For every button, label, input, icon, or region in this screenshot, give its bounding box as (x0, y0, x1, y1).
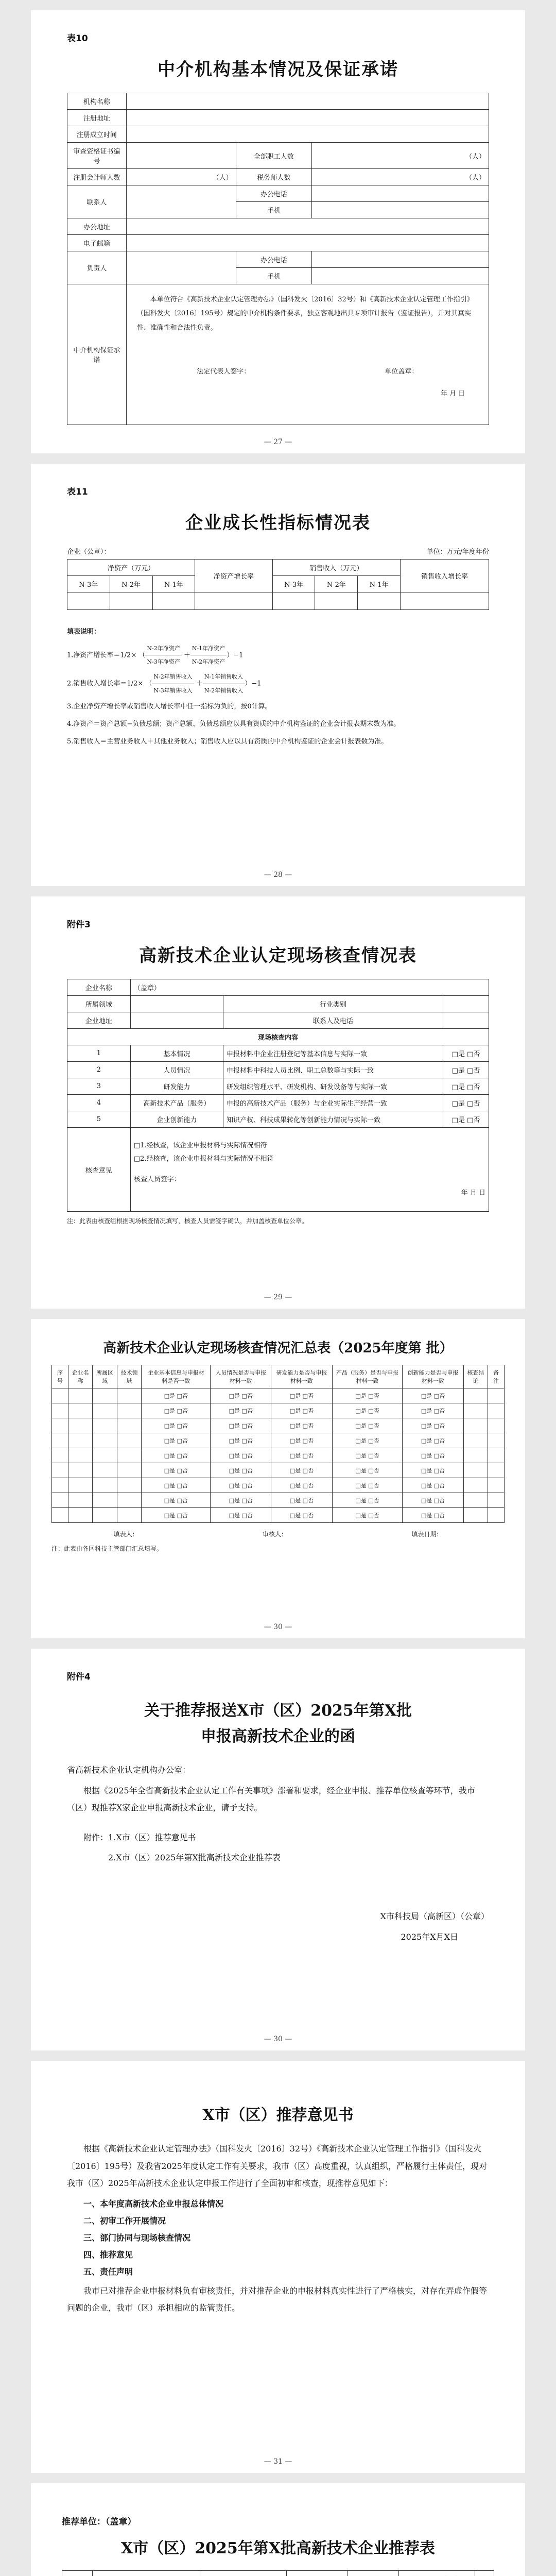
table-cell (93, 1403, 117, 1418)
annex-label: 表11 (67, 487, 88, 497)
table-cell: □是 □否 (271, 1508, 332, 1523)
table-cell (463, 1403, 488, 1418)
table-cell: □是 □否 (211, 1478, 271, 1493)
table-cell (93, 1433, 117, 1448)
table-row (52, 1448, 505, 1463)
annex-label: 表10 (67, 33, 88, 44)
annex-label: 附件3 (67, 920, 91, 930)
attachment-1: 附件：1.X市（区）推荐意见书 (83, 1832, 196, 1842)
table-cell: □是 □否 (271, 1388, 332, 1403)
table-cell (68, 1388, 93, 1403)
opinion-intro: 根据《高新技术企业认定管理办法》（国科发火〔2016〕32号）《高新技术企业认定管理工作指引》（国科发火〔2016〕195号）及我省2025年度认定工作有关要求，我市（区）高度重视，认真组织，严格履行主体责任，现对我市（区）2025年高新技术企业认定申报工作进行了全面初审和核查，现推荐意见如下： (67, 2144, 487, 2189)
page-title: X市（区）推荐意见书 (202, 2106, 354, 2124)
table-cell: （人） (312, 169, 489, 185)
table-cell (117, 1403, 142, 1418)
table-cell: □是 □否 (403, 1508, 463, 1523)
table-cell (52, 1388, 68, 1403)
table-cell: □是 □否 (332, 1448, 403, 1463)
table-cell: □是 □否 (142, 1433, 211, 1448)
cell-pledge-label: 中介机构保证承诺 (67, 284, 127, 425)
unit-seal: 单位盖章： (385, 367, 419, 376)
cell-total-staff: 全部职工人数 (236, 143, 311, 169)
table-cell (110, 592, 152, 610)
table-cell (92, 2571, 200, 2576)
reviewer-label: 审核人： (262, 1531, 287, 1538)
table-cell: □是 □否 (332, 1478, 403, 1493)
table-cell (117, 1448, 142, 1463)
company-seal-label: 企业（公章）： (67, 548, 111, 556)
table-cell: 4 (67, 1095, 131, 1111)
table-cell (62, 2571, 93, 2576)
table-cell (463, 1493, 488, 1508)
table-cell: □是 □否 (403, 1478, 463, 1493)
table-cell: □是 □否 (403, 1448, 463, 1463)
table-cell (287, 2571, 347, 2576)
legal-signature: 法定代表人签字： (197, 367, 251, 376)
table-cell (52, 1418, 68, 1433)
table-row (52, 1508, 505, 1523)
table-cell (67, 592, 110, 610)
table-cell: □是 □否 (332, 1433, 403, 1448)
table-cell: 产品（服务）是否与申报材料一致 (332, 1365, 403, 1388)
table-cell (52, 1403, 68, 1418)
page-number: — 30 — (264, 2035, 292, 2043)
table-cell: □是 □否 (443, 1111, 489, 1128)
note-4: 4.净资产＝资产总额−负债总额；资产总额、负债总额应以具有资质的中介机构鉴证的企业会计报表期末数为准。 (67, 720, 401, 728)
table-cell (126, 126, 489, 143)
table-cell: 手机 (236, 202, 311, 218)
pledge-text: 本单位符合《高新技术企业认定管理办法》（国科发火〔2016〕32号）和《高新技术企业认定管理工作指引》（国科发火〔2016〕195号）规定的中介机构条件要求，独立客观地出具专项审计报告（鉴证报告），并对其真实性、准确性和合法性负责。 (136, 296, 474, 332)
responsibility-statement: 我市已对推荐企业申报材料负有审核责任，并对推荐企业的申报材料真实性进行了严格核实，对存在弄虚作假等问题的企业，我市（区）承担相应的监管责任。 (67, 2285, 488, 2313)
table-cell: 2 (67, 1062, 131, 1078)
filler-label: 填表人： (113, 1531, 138, 1538)
table-cell: □是 □否 (443, 1078, 489, 1095)
table-cell (443, 1012, 489, 1029)
table-row (52, 1433, 505, 1448)
table-cell (488, 1448, 505, 1463)
table-cell: 企业名称 (68, 1365, 93, 1388)
table-cell (130, 1012, 223, 1029)
page-number: — 30 — (264, 1623, 292, 1631)
table-cell (312, 185, 489, 202)
table-cell: 3 (67, 1078, 131, 1095)
page-number: — 29 — (264, 1293, 292, 1301)
table-cell: 1 (67, 1045, 131, 1062)
table-footnote: 注：此表由核查组根据现场核查情况填写，核查人员需签字确认，并加盖核查单位公章。 (67, 1217, 308, 1225)
table-cell: N-1年 (358, 576, 401, 592)
table-cell (68, 1478, 93, 1493)
section-5: 五、责任声明 (83, 2266, 133, 2277)
table-cell (463, 1448, 488, 1463)
cell-tax-agents: 税务师人数 (236, 169, 311, 185)
table-cell: □是 □否 (211, 1388, 271, 1403)
table-cell: □是 □否 (443, 1045, 489, 1062)
page-title-line1: 关于推荐报送X市（区）2025年第X批 (144, 1702, 412, 1720)
table-cell: 所属领域 (67, 996, 131, 1012)
table-cell: 现场核查内容 (67, 1029, 489, 1045)
section-3: 三、部门协同与现场核查情况 (83, 2232, 191, 2243)
table-cell: □是 □否 (332, 1388, 403, 1403)
cell-unit-person: （人） (312, 143, 489, 169)
table-cell (117, 1388, 142, 1403)
table-cell (488, 1493, 505, 1508)
table-cell: 企业基本信息与申报材料是否一致 (142, 1365, 211, 1388)
table-cell (488, 1463, 505, 1478)
table-cell: □是 □否 (211, 1403, 271, 1418)
table-cell (117, 1433, 142, 1448)
table-cell: □是 □否 (211, 1463, 271, 1478)
table-cell: □1.经核查，该企业申报材料与实际情况相符 □2.经核查，该企业申报材料与实际情况不相符 核查人员签字： 年 月 日 (130, 1128, 489, 1212)
table-cell (52, 1448, 68, 1463)
table-row (52, 1388, 505, 1403)
table-cell: 行业类别 (223, 996, 443, 1012)
table-cell: 5 (67, 1111, 131, 1128)
page-title: 高新技术企业认定现场核查情况表 (139, 945, 417, 966)
table-cell: 研发组织管理水平、研发机构、研发设备等与实际一致 (223, 1078, 443, 1095)
table-cell: □是 □否 (443, 1062, 489, 1078)
table-cell (93, 1418, 117, 1433)
table-cell: □是 □否 (271, 1463, 332, 1478)
summary-table (51, 1365, 505, 1523)
table-cell: 企业创新能力 (130, 1111, 223, 1128)
table-cell (93, 1388, 117, 1403)
page-title: 中介机构基本情况及保证承诺 (158, 59, 398, 80)
recommend-table (62, 2570, 494, 2576)
table-cell: □是 □否 (403, 1493, 463, 1508)
cell-office-address: 办公地址 (67, 218, 127, 235)
table-cell: □是 □否 (211, 1433, 271, 1448)
table-cell (312, 202, 489, 218)
table-cell: 净资产增长率 (195, 560, 272, 592)
table-cell (347, 2571, 398, 2576)
table-cell: 销售收入增长率 (400, 560, 489, 592)
table-cell: □是 □否 (271, 1403, 332, 1418)
table-cell (93, 1508, 117, 1523)
table-cell (399, 2571, 475, 2576)
table-cell: 创新能力是否与申报材料一致 (403, 1365, 463, 1388)
growth-table (67, 559, 489, 610)
page-5 (31, 1649, 525, 2050)
section-1: 一、本年度高新技术企业申报总体情况 (83, 2198, 224, 2209)
table-cell (52, 1433, 68, 1448)
table-cell (68, 1403, 93, 1418)
table-cell: N-3年 (272, 576, 315, 592)
page-number: — 31 — (264, 2458, 292, 2466)
table-cell: □是 □否 (271, 1433, 332, 1448)
table-cell: □是 □否 (332, 1508, 403, 1523)
table-cell: 净资产（万元） (67, 560, 195, 576)
table-cell (93, 1448, 117, 1463)
table-cell (93, 1478, 117, 1493)
table-footnote: 注：此表由各区科技主管部门汇总填写。 (51, 1545, 163, 1553)
table-cell (358, 592, 401, 610)
table-cell (117, 1463, 142, 1478)
recommend-unit-label: 推荐单位：（盖章） (62, 2517, 136, 2527)
table-cell: 申报材料中科技人员比例、职工总数等与实际一致 (223, 1062, 443, 1078)
table-cell (117, 1478, 142, 1493)
table-row (52, 1418, 505, 1433)
table-cell (52, 1508, 68, 1523)
notes-title: 填表说明： (67, 628, 101, 636)
table-cell (152, 592, 195, 610)
table-cell (272, 592, 315, 610)
table-cell: □是 □否 (271, 1418, 332, 1433)
table-cell: □是 □否 (443, 1095, 489, 1111)
cell-reg-date: 注册成立时间 (67, 126, 127, 143)
signing-date: 2025年X月X日 (401, 1931, 458, 1942)
table-cell (130, 996, 223, 1012)
table-cell (195, 592, 272, 610)
page-number: — 28 — (264, 871, 292, 879)
table-cell: 人员情况 (130, 1062, 223, 1078)
table-cell (68, 1448, 93, 1463)
cell-accountants: 注册会计师人数 (67, 169, 127, 185)
fill-date-label: 填表日期： (411, 1531, 443, 1538)
section-2: 二、初审工作开展情况 (83, 2215, 166, 2226)
table-cell: □是 □否 (403, 1418, 463, 1433)
table-cell: （人） (126, 169, 236, 185)
note-5: 5.销售收入＝主营业务收入＋其他业务收入；销售收入应以具有资质的中介机构鉴证的企业会计报表数为准。 (67, 737, 388, 745)
table-cell (126, 284, 489, 425)
note-3: 3.企业净资产增长率或销售收入增长率中任一指标为负的，按0计算。 (67, 703, 272, 711)
table-cell: 备注 (488, 1365, 505, 1388)
table-cell (52, 1478, 68, 1493)
table-cell: □是 □否 (142, 1493, 211, 1508)
table-cell: 联系人及电话 (223, 1012, 443, 1029)
table-cell (126, 143, 236, 169)
table-cell: N-1年 (152, 576, 195, 592)
cell-contact: 联系人 (67, 185, 127, 218)
formula-net-assets: 1.净资产增长率＝1/2× （ $\frac{\text{N-2年净资产}}{\text{N-3年净资产}}$ ＋ $\frac{\text{N-1年净资产}}{\text{N-2年净资产}}$ ）−1 (67, 642, 489, 669)
table-cell (463, 1463, 488, 1478)
table-cell (488, 1433, 505, 1448)
table-cell (117, 1493, 142, 1508)
table-cell (126, 185, 236, 218)
annex-label: 附件4 (67, 1672, 91, 1682)
page-2 (31, 464, 525, 886)
table-cell: □是 □否 (142, 1463, 211, 1478)
table-cell: □是 □否 (403, 1403, 463, 1418)
table-cell (68, 1418, 93, 1433)
table-cell: 企业名称 (67, 979, 131, 996)
table-cell: □是 □否 (332, 1403, 403, 1418)
cell-cert-no: 审查资格证书编号 (67, 143, 127, 169)
page-7 (31, 2483, 525, 2576)
page-4 (31, 1319, 525, 1638)
table-row (52, 1478, 505, 1493)
table-cell: 人员情况是否与申报材料一致 (211, 1365, 271, 1388)
table-cell (443, 996, 489, 1012)
table-row (52, 1403, 505, 1418)
table-cell: □是 □否 (142, 1418, 211, 1433)
agency-info-table (67, 93, 489, 425)
table-cell: 申报的高新技术产品（服务）与企业实际生产经营一致 (223, 1095, 443, 1111)
table-cell (93, 1463, 117, 1478)
table-cell (68, 1463, 93, 1478)
table-cell: □是 □否 (403, 1433, 463, 1448)
table-cell (463, 1433, 488, 1448)
table-cell: 核查结论 (463, 1365, 488, 1388)
cell-org-name: 机构名称 (67, 93, 127, 110)
table-cell: □是 □否 (142, 1388, 211, 1403)
table-cell: □是 □否 (142, 1508, 211, 1523)
table-cell: 知识产权、科技成果转化等创新能力情况与实际一致 (223, 1111, 443, 1128)
table-cell (68, 1493, 93, 1508)
table-cell: □是 □否 (271, 1478, 332, 1493)
table-cell: 技术领域 (117, 1365, 142, 1388)
table-cell: 企业地址 (67, 1012, 131, 1029)
table-cell: 研发能力是否与申报材料一致 (271, 1365, 332, 1388)
page-title-line2: 申报高新技术企业的函 (201, 1727, 355, 1745)
table-cell: □是 □否 (142, 1478, 211, 1493)
table-cell (488, 1478, 505, 1493)
table-cell (475, 2571, 494, 2576)
table-cell: 研发能力 (130, 1078, 223, 1095)
table-cell (312, 268, 489, 284)
page-title: X市（区）2025年第X批高新技术企业推荐表 (120, 2539, 436, 2557)
letter-body: 根据《2025年全省高新技术企业认定工作有关事项》部署和要求，经企业申报、推荐单位核查等环节，我市（区）现推荐X家企业申报高新技术企业，请予支持。 (67, 1785, 475, 1813)
table-cell (117, 1508, 142, 1523)
table-cell: 办公电话 (236, 185, 311, 202)
table-cell (400, 592, 489, 610)
table-cell: □是 □否 (332, 1463, 403, 1478)
unit-label: 单位：万元/年度年份 (426, 548, 489, 556)
table-cell (488, 1508, 505, 1523)
table-cell: N-2年 (315, 576, 358, 592)
table-cell: □是 □否 (211, 1493, 271, 1508)
table-cell (117, 1418, 142, 1433)
table-cell (463, 1388, 488, 1403)
table-cell: 所属区域 (93, 1365, 117, 1388)
table-cell (126, 93, 489, 110)
page-6 (31, 2061, 525, 2473)
table-cell (126, 110, 489, 126)
table-cell: □是 □否 (332, 1418, 403, 1433)
table-cell: □是 □否 (211, 1448, 271, 1463)
table-cell: □是 □否 (211, 1418, 271, 1433)
table-cell (68, 1433, 93, 1448)
formula-sales: 2.销售收入增长率＝1/2× （ $\frac{\text{N-2年销售收入}}{\text{N-3年销售收入}}$ ＋ $\frac{\text{N-1年销售收入}}{\text{N-2年销售收入}}$ ）−1 (67, 670, 489, 697)
salutation: 省高新技术企业认定机构办公室： (67, 1765, 191, 1775)
table-cell (68, 1508, 93, 1523)
attachment-2: 2.X市（区）2025年第X批高新技术企业推荐表 (108, 1853, 281, 1863)
table-cell: 手机 (236, 268, 311, 284)
table-cell: （盖章） (130, 979, 489, 996)
table-cell: □是 □否 (271, 1448, 332, 1463)
page-title: 高新技术企业认定现场核查情况汇总表（2025年度第 批） (103, 1341, 453, 1356)
table-cell: N-3年 (67, 576, 110, 592)
page-1 (31, 10, 525, 453)
section-4: 四、推荐意见 (83, 2249, 133, 2260)
table-cell: □是 □否 (271, 1493, 332, 1508)
table-cell: □是 □否 (403, 1388, 463, 1403)
table-row (52, 1463, 505, 1478)
table-cell (488, 1418, 505, 1433)
table-cell: 销售收入（万元） (272, 560, 400, 576)
table-cell (488, 1388, 505, 1403)
table-cell: 基本情况 (130, 1045, 223, 1062)
table-cell (52, 1493, 68, 1508)
signing-org: X市科技局（高新区）（公章） (380, 1911, 489, 1921)
table-cell (463, 1418, 488, 1433)
table-cell: 办公电话 (236, 251, 311, 268)
table-cell: □是 □否 (332, 1493, 403, 1508)
table-row (52, 1493, 505, 1508)
table-cell: □是 □否 (142, 1448, 211, 1463)
table-cell: 序号 (52, 1365, 68, 1388)
cell-reg-place: 注册地址 (67, 110, 127, 126)
onsite-check-table (67, 979, 489, 1212)
table-cell (52, 1463, 68, 1478)
pledge-date: 年 月 日 (440, 389, 465, 398)
table-cell: N-2年 (110, 576, 152, 592)
table-cell (312, 251, 489, 268)
cell-director: 负责人 (67, 251, 127, 284)
page-number: — 27 — (264, 438, 292, 446)
table-cell (93, 1493, 117, 1508)
table-cell: □是 □否 (211, 1508, 271, 1523)
table-cell (126, 218, 489, 235)
table-cell (315, 592, 358, 610)
table-cell: 核查意见 (67, 1128, 131, 1212)
table-cell: 申报材料中企业注册登记等基本信息与实际一致 (223, 1045, 443, 1062)
table-cell (488, 1403, 505, 1418)
table-cell: □是 □否 (142, 1403, 211, 1418)
table-cell: □是 □否 (403, 1463, 463, 1478)
table-cell (126, 235, 489, 251)
cell-email: 电子邮箱 (67, 235, 127, 251)
page-title: 企业成长性指标情况表 (185, 513, 371, 533)
table-cell (463, 1478, 488, 1493)
page-3 (31, 896, 525, 1309)
table-cell (126, 251, 236, 284)
table-cell: 高新技术产品（服务） (130, 1095, 223, 1111)
table-cell (463, 1508, 488, 1523)
table-cell (200, 2571, 287, 2576)
